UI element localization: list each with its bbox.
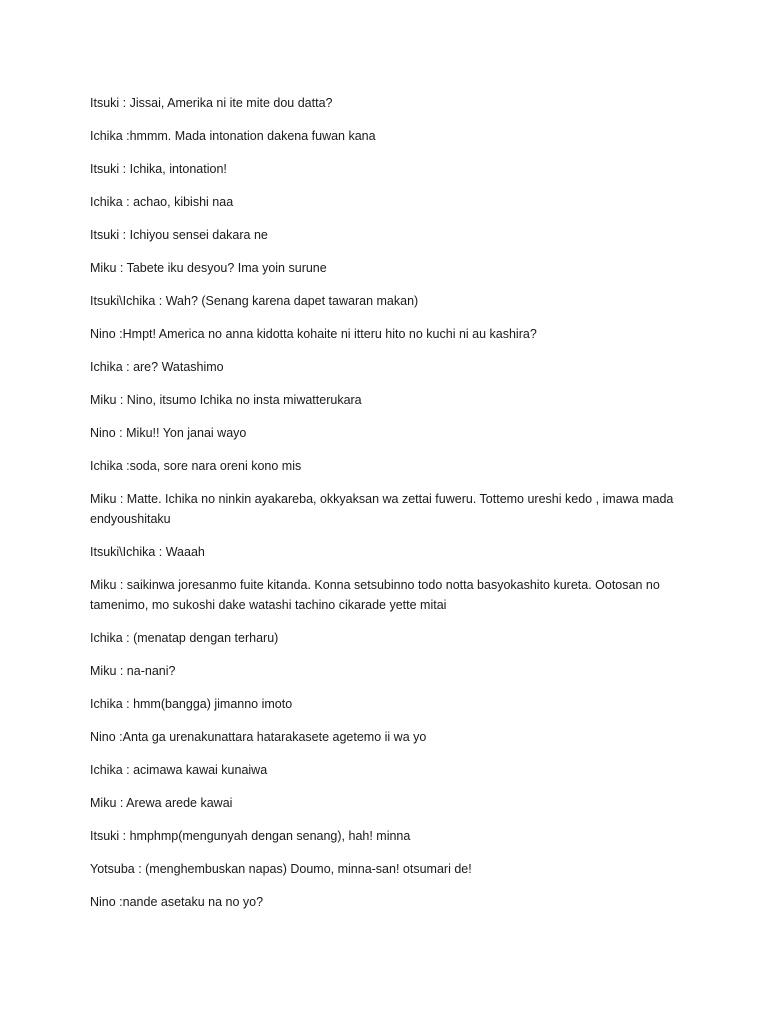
dialogue-line: Ichika : are? Watashimo [90, 360, 224, 374]
dialogue-line: Itsuki : Ichika, intonation! [90, 162, 227, 176]
dialogue-line: Ichika :hmmm. Mada intonation dakena fuwan kana [90, 129, 376, 143]
dialogue-line: Itsuki\Ichika : Waaah [90, 545, 205, 559]
dialogue-line: Yotsuba : (menghembuskan napas) Doumo, minna-san! otsumari de! [90, 862, 472, 876]
dialogue-line: Ichika : achao, kibishi naa [90, 195, 234, 209]
dialogue-line: Nino :Anta ga urenakunattara hatarakasete agetemo ii wa yo [90, 730, 427, 744]
dialogue-line: Itsuki : Ichiyou sensei dakara ne [90, 228, 268, 242]
dialogue-line: Ichika :soda, sore nara oreni kono mis [90, 459, 302, 473]
dialogue-line: Miku : Matte. Ichika no ninkin ayakareba, okkyaksan wa zettai fuweru. Tottemo ureshi kedo , imawa mada endyoushitaku [90, 492, 674, 526]
dialogue-line: Miku : na-nani? [90, 664, 176, 678]
dialogue-line: Miku : Nino, itsumo Ichika no insta miwatterukara [90, 393, 362, 407]
dialogue-line: Nino : Miku!! Yon janai wayo [90, 426, 247, 440]
dialogue-line: Itsuki : Jissai, Amerika ni ite mite dou datta? [90, 96, 333, 110]
dialogue-line: Miku : Tabete iku desyou? Ima yoin surune [90, 261, 327, 275]
dialogue-line: Ichika : hmm(bangga) jimanno imoto [90, 697, 293, 711]
dialogue-line: Ichika : acimawa kawai kunaiwa [90, 763, 268, 777]
dialogue-line: Nino :nande asetaku na no yo? [90, 895, 264, 909]
dialogue-line: Nino :Hmpt! America no anna kidotta kohaite ni itteru hito no kuchi ni au kashira? [90, 327, 537, 341]
dialogue-line: Itsuki : hmphmp(mengunyah dengan senang), hah! minna [90, 829, 411, 843]
dialogue-line: Miku : saikinwa joresanmo fuite kitanda. Konna setsubinno todo notta basyokashito kureta. Ootosan no tamenimo, mo sukoshi dake watashi tachino cikarade yette mitai [90, 578, 660, 612]
dialogue-line: Miku : Arewa arede kawai [90, 796, 233, 810]
dialogue-line: Ichika : (menatap dengan terharu) [90, 631, 279, 645]
dialogue-script [90, 93, 690, 925]
dialogue-line: Itsuki\Ichika : Wah? (Senang karena dapet tawaran makan) [90, 294, 419, 308]
